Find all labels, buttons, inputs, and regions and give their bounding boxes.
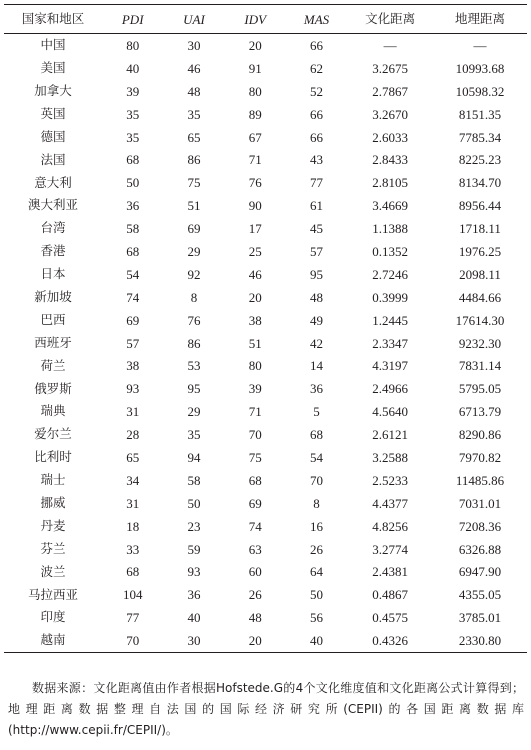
table-row [4,263,527,286]
cell-idv: 67 [248,129,262,145]
cell-geographic-distance: 6326.88 [458,541,502,557]
header-idv: IDV [225,5,286,34]
cell-pdi: 68 [126,152,140,168]
cell-pdi: 74 [126,289,140,305]
cell-cultural-distance: 2.8105 [372,175,408,191]
cell-region: 新加坡 [34,288,72,304]
cell-pdi: 104 [122,587,143,603]
cell-mas: 66 [310,37,324,53]
cell-cultural-distance: 0.1352 [372,243,408,259]
cell-mas: 48 [310,289,324,305]
cell-uai: 30 [187,37,201,53]
cell-cultural-distance: — [383,37,397,53]
cell-pdi: 69 [126,312,140,328]
cell-pdi: 39 [126,83,140,99]
cell-region: 美国 [40,60,66,76]
cell-geographic-distance: 3785.01 [458,610,502,626]
cell-pdi: 50 [126,175,140,191]
cell-uai: 94 [187,449,201,465]
header-row [4,5,527,34]
cell-geographic-distance: 8151.35 [458,106,502,122]
cell-uai: 36 [187,587,201,603]
cell-uai: 76 [187,312,201,328]
cell-idv: 91 [248,60,262,76]
cell-region: 挪威 [40,495,66,510]
cell-mas: 45 [310,221,324,237]
cell-geographic-distance: 10993.68 [455,60,505,76]
cell-idv: 74 [248,518,262,534]
header-region: 国家和地区 [4,5,102,34]
cell-idv: 39 [248,381,262,397]
cell-cultural-distance: 0.4867 [372,587,408,603]
cell-mas: 43 [310,152,324,168]
cell-idv: 20 [248,37,262,53]
cell-cultural-distance: 1.2445 [372,312,408,328]
cell-uai: 30 [163,629,224,652]
cell-geographic-distance: 7785.34 [458,129,502,145]
table-row [4,286,527,309]
table-row [4,583,527,606]
cell-mas: 95 [310,266,324,282]
cell-pdi: 68 [126,243,140,259]
cell-cultural-distance: 3.2670 [372,106,408,122]
cell-idv: 68 [248,472,262,488]
cell-region: 比利时 [34,449,72,465]
table-row [4,629,527,652]
cell-mas: 8 [313,495,320,511]
cell-cultural-distance: 4.3197 [372,358,408,374]
cell-idv: 71 [248,404,262,420]
cell-idv: 70 [248,427,262,443]
cell-region: 印度 [40,609,66,625]
cell-pdi: 35 [126,106,140,122]
cell-region: 马拉西亚 [28,586,79,602]
cell-idv: 38 [248,312,262,328]
cell-cultural-distance: 1.1388 [372,221,408,237]
cell-cultural-distance: 3.2588 [372,449,408,465]
cell-uai: 58 [187,472,201,488]
cell-pdi: 93 [126,381,140,397]
cell-uai: 86 [187,152,201,168]
cell-idv: 60 [248,564,262,580]
cell-region: 瑞典 [40,403,66,419]
cell-cultural-distance: 0.4326 [347,629,433,652]
cell-cultural-distance: 2.7246 [372,266,408,282]
cell-uai: 29 [187,404,201,420]
table-row [4,538,527,561]
cell-pdi: 33 [126,541,140,557]
cell-pdi: 70 [102,629,163,652]
cell-uai: 35 [187,106,201,122]
cell-idv: 75 [248,449,262,465]
cell-mas: 62 [310,60,324,76]
cell-cultural-distance: 3.4669 [372,198,408,214]
cell-uai: 93 [187,564,201,580]
table-row [4,515,527,538]
cell-region: 法国 [40,151,66,167]
cell-geographic-distance: 8290.86 [458,427,502,443]
cell-pdi: 35 [126,129,140,145]
cell-idv: 20 [225,629,286,652]
cell-mas: 70 [310,472,324,488]
cell-cultural-distance: 2.4381 [372,564,408,580]
cell-mas: 36 [310,381,324,397]
cell-idv: 71 [248,152,262,168]
table-row [4,80,527,103]
table-row [4,57,527,80]
cell-region: 俄罗斯 [34,380,72,396]
table-row [4,126,527,149]
cell-mas: 61 [310,198,324,214]
cell-region: 英国 [40,105,66,121]
cell-geographic-distance: 6713.79 [458,404,502,420]
cell-mas: 40 [286,629,347,652]
cell-pdi: 36 [126,198,140,214]
cell-pdi: 54 [126,266,140,282]
cell-geographic-distance: 1718.11 [459,221,501,237]
cell-cultural-distance: 0.4575 [372,610,408,626]
cell-mas: 68 [310,427,324,443]
cell-geographic-distance: 1976.25 [458,243,502,259]
cell-region: 中国 [40,37,66,53]
cell-idv: 51 [248,335,262,351]
cell-mas: 49 [310,312,324,328]
cell-mas: 14 [310,358,324,374]
cell-pdi: 58 [126,221,140,237]
cell-region: 荷兰 [40,357,66,373]
cell-mas: 54 [310,449,324,465]
cell-cultural-distance: 2.5233 [372,472,408,488]
header-uai: UAI [163,5,224,34]
cell-uai: 92 [187,266,201,282]
source-note: 数据来源：文化距离值由作者根据Hofstede.G的4个文化维度值和文化距离公式计算得到；地理距离数据整理自法国的国际经济研究所(CEPII)的各国距离数据库(http://www.cepii.fr/CEPII/)。 [8,681,524,737]
cell-mas: 56 [310,610,324,626]
cell-geographic-distance: 7031.01 [458,495,502,511]
cell-uai: 86 [187,335,201,351]
cell-geographic-distance: 8956.44 [458,198,502,214]
cell-cultural-distance: 2.4966 [372,381,408,397]
cell-region: 澳大利亚 [28,197,79,213]
table-row [4,400,527,423]
cell-pdi: 40 [126,60,140,76]
table-row [4,560,527,583]
cell-uai: 35 [187,427,201,443]
cell-geographic-distance: 2330.80 [433,629,527,652]
cell-geographic-distance: — [473,37,487,53]
cell-region: 越南 [4,629,102,652]
cell-cultural-distance: 0.3999 [372,289,408,305]
cell-pdi: 77 [126,610,140,626]
cell-mas: 66 [310,129,324,145]
cell-uai: 23 [187,518,201,534]
table-row [4,377,527,400]
cell-region: 巴西 [40,311,66,327]
table-body [4,34,527,653]
header-geographic-distance: 地理距离 [433,5,527,34]
cell-cultural-distance: 2.6033 [372,129,408,145]
table-row [4,171,527,194]
cell-pdi: 31 [126,495,140,511]
cell-mas: 50 [310,587,324,603]
cell-region: 意大利 [34,174,72,190]
cell-region: 德国 [40,128,66,144]
cell-region: 爱尔兰 [34,426,72,442]
table-row [4,103,527,126]
table-row [4,194,527,217]
table-row [4,148,527,171]
cell-mas: 26 [310,541,324,557]
cell-uai: 8 [190,289,198,305]
cell-geographic-distance: 17614.30 [455,312,505,328]
cell-idv: 63 [248,541,262,557]
cell-geographic-distance: 7208.36 [458,518,502,534]
cell-mas: 64 [310,564,324,580]
cell-geographic-distance: 4484.66 [458,289,502,305]
cell-geographic-distance: 7970.82 [458,449,502,465]
cell-geographic-distance: 5795.05 [458,381,502,397]
cell-region: 芬兰 [40,540,66,556]
cell-idv: 76 [248,175,262,191]
header-pdi: PDI [102,5,163,34]
cell-idv: 20 [248,289,262,305]
cell-geographic-distance: 8225.23 [458,152,502,168]
cell-uai: 65 [187,129,201,145]
cell-idv: 26 [248,587,262,603]
cell-pdi: 31 [126,404,140,420]
cell-cultural-distance: 2.8433 [372,152,408,168]
cell-geographic-distance: 8134.70 [458,175,502,191]
cell-cultural-distance: 2.3347 [372,335,408,351]
table-row [4,446,527,469]
table-row [4,332,527,355]
cell-uai: 59 [187,541,201,557]
cell-idv: 17 [248,221,262,237]
table-row [4,309,527,332]
cell-pdi: 18 [126,518,140,534]
cell-uai: 48 [187,83,201,99]
cell-idv: 90 [248,198,262,214]
cell-region: 香港 [40,243,66,259]
cell-mas: 77 [310,175,324,191]
cell-pdi: 34 [126,472,140,488]
cell-pdi: 68 [126,564,140,580]
cell-uai: 53 [187,358,201,374]
cell-pdi: 80 [126,37,140,53]
cell-idv: 25 [248,243,262,259]
cell-uai: 40 [187,610,201,626]
cell-mas: 5 [313,404,320,420]
cell-pdi: 28 [126,427,140,443]
table-row [4,423,527,446]
cell-region: 台湾 [40,220,66,236]
table-row [4,469,527,492]
cell-region: 波兰 [40,563,66,579]
cell-idv: 48 [248,610,262,626]
cell-uai: 95 [187,381,201,397]
table-row [4,34,527,57]
cell-cultural-distance: 4.8256 [372,518,408,534]
cell-uai: 29 [187,243,201,259]
cell-mas: 57 [310,243,324,259]
cell-geographic-distance: 4355.05 [458,587,502,603]
cell-uai: 69 [187,221,201,237]
cell-region: 西班牙 [34,334,72,350]
header-cultural-distance: 文化距离 [347,5,433,34]
cell-geographic-distance: 9232.30 [458,335,502,351]
cell-pdi: 65 [126,449,140,465]
cell-mas: 16 [310,518,324,534]
cell-cultural-distance: 3.2675 [372,60,408,76]
cell-pdi: 38 [126,358,140,374]
cell-idv: 69 [248,495,262,511]
cell-geographic-distance: 2098.11 [459,266,501,282]
cell-geographic-distance: 7831.14 [458,358,502,374]
table-row [4,492,527,515]
cell-uai: 75 [187,175,201,191]
cell-cultural-distance: 2.6121 [372,427,408,443]
cell-idv: 89 [248,106,262,122]
table-header [4,5,527,34]
table-row [4,217,527,240]
distance-table [4,4,527,653]
cell-region: 丹麦 [40,517,66,533]
cell-mas: 66 [310,106,324,122]
cell-uai: 50 [187,495,201,511]
table-row [4,606,527,629]
cell-cultural-distance: 3.2774 [372,541,408,557]
cell-geographic-distance: 6947.90 [458,564,502,580]
table-row [4,240,527,263]
header-mas: MAS [286,5,347,34]
cell-idv: 80 [248,358,262,374]
cell-pdi: 57 [126,335,140,351]
cell-mas: 52 [310,83,324,99]
cell-cultural-distance: 4.5640 [372,404,408,420]
cell-region: 加拿大 [34,82,72,98]
cell-region: 瑞士 [40,472,66,488]
table-row [4,354,527,377]
cell-uai: 51 [187,198,201,214]
cell-region: 日本 [40,266,66,282]
cell-idv: 80 [248,83,262,99]
cell-idv: 46 [248,266,262,282]
cell-geographic-distance: 11485.86 [455,472,505,488]
cell-mas: 42 [310,335,324,351]
cell-geographic-distance: 10598.32 [455,83,505,99]
cell-cultural-distance: 2.7867 [372,83,408,99]
cell-cultural-distance: 4.4377 [372,495,408,511]
cell-uai: 46 [187,60,201,76]
